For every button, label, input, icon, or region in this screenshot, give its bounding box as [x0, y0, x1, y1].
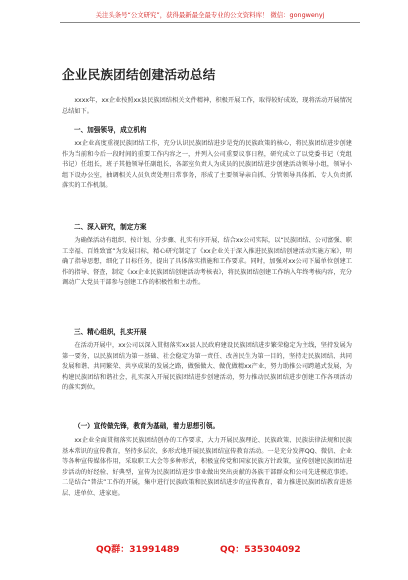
section-2-paragraph: 为确保活动有组织、按计划、分步骤、扎实有序开展，结合xx公司实际，以“民族团结、公司富强、职工幸福、百姓致富”为发展目标，精心研究制定了《xx企业关于深入推进民族团结创建活动实施方案》，明确了指导思想，细化了目标任务，提出了具体落实措施和工作要求。同时，加强对xx公司下属单位创建工作的指导、督查，制定《xx企业民族团结创建活动考核表》，将民族团结创建工作纳入年终考核内容，充分调动广大党员干部参与创建工作的积极性和主动性。: [62, 237, 352, 287]
section-1-paragraph: xx企业高度重视民族团结工作，充分认识民族团结进步是党的民族政策的核心，将民族团结进步创建作为当前和今后一段时间的重要工作内容之一，并列入公司重要议事日程，研究成立了以党委书记（党组书记）任组长，班子其他领导任副组长，各部室负责人为成员的民族团结进步创建活动领导小组，领导小组下设办公室，抽调相关人员负责处理日常事务，形成了主要领导亲自抓、分管领导具体抓、专人负责抓落实的工作机制。: [62, 140, 352, 190]
section-heading-2: 二、深入研究，制定方案: [74, 223, 147, 231]
page-title: 企业民族团结创建活动总结: [62, 67, 216, 82]
footer-qq-number: QQ：535304092: [220, 545, 301, 555]
top-banner: 关注头条号“公文研究”，获得最新最全最专业的公文资料库！ 微信：gongwenyj: [60, 8, 360, 23]
section-heading-3: 三、精心组织，扎实开展: [74, 328, 147, 336]
section-heading-1: 一、加强领导，成立机构: [74, 126, 147, 134]
footer-qq-group: QQ群：31991489: [96, 545, 180, 555]
section-3-1-paragraph: xx企业全面贯彻落实民族团结创办的工作要求，大力开展民族理论、民族政策、民族法律法规和民族基本常识的宣传教育，坚持多层次、多形式地开展民族团结宣传教育活动。一是充分发挥QQ、微信、企业等各种宣传媒体作用，采取职工大会等多种形式，积极宣传党和国家民族方针政策，宣传创建民族团结进步活动的好经验、好典型，宣传为民族团结进步事业做出突出贡献的各族干部群众和公司先进模范事迹。二是结合“普法”工作的开展，集中进行民族政策和民族团结进步的宣传教育，着力推进民族团结教育进基层、进单位、进家庭。: [62, 437, 352, 497]
section-3-paragraph: 在活动开展中，xx公司以深入贯彻落实xx县人民政府建设民族团结进步繁荣稳定为主线，坚持发展为第一要务，以民族团结为第一基础、社会稳定为第一责任、改善民生为第一目的，坚持走民族团结、共同发展和谐、共同繁荣、共享成果的发展之路，做强做大、做优做精xx产业，努力助推公司跨越式发展，为构建民族团结和谐社会，扎实深入开展民族团结进步创建活动，努力推动民族团结进步创建工作各项活动的落实到位。: [62, 342, 352, 392]
section-heading-3-1: （一）宣传做先锋，教育为基础，着力思想引领。: [74, 422, 220, 430]
footer: [0, 542, 408, 556]
intro-paragraph: xxxx年，xx企业按照xx县民族团结相关文件精神，积极开展工作，取得较好成效，现将活动开展情况总结如下。: [62, 97, 352, 115]
